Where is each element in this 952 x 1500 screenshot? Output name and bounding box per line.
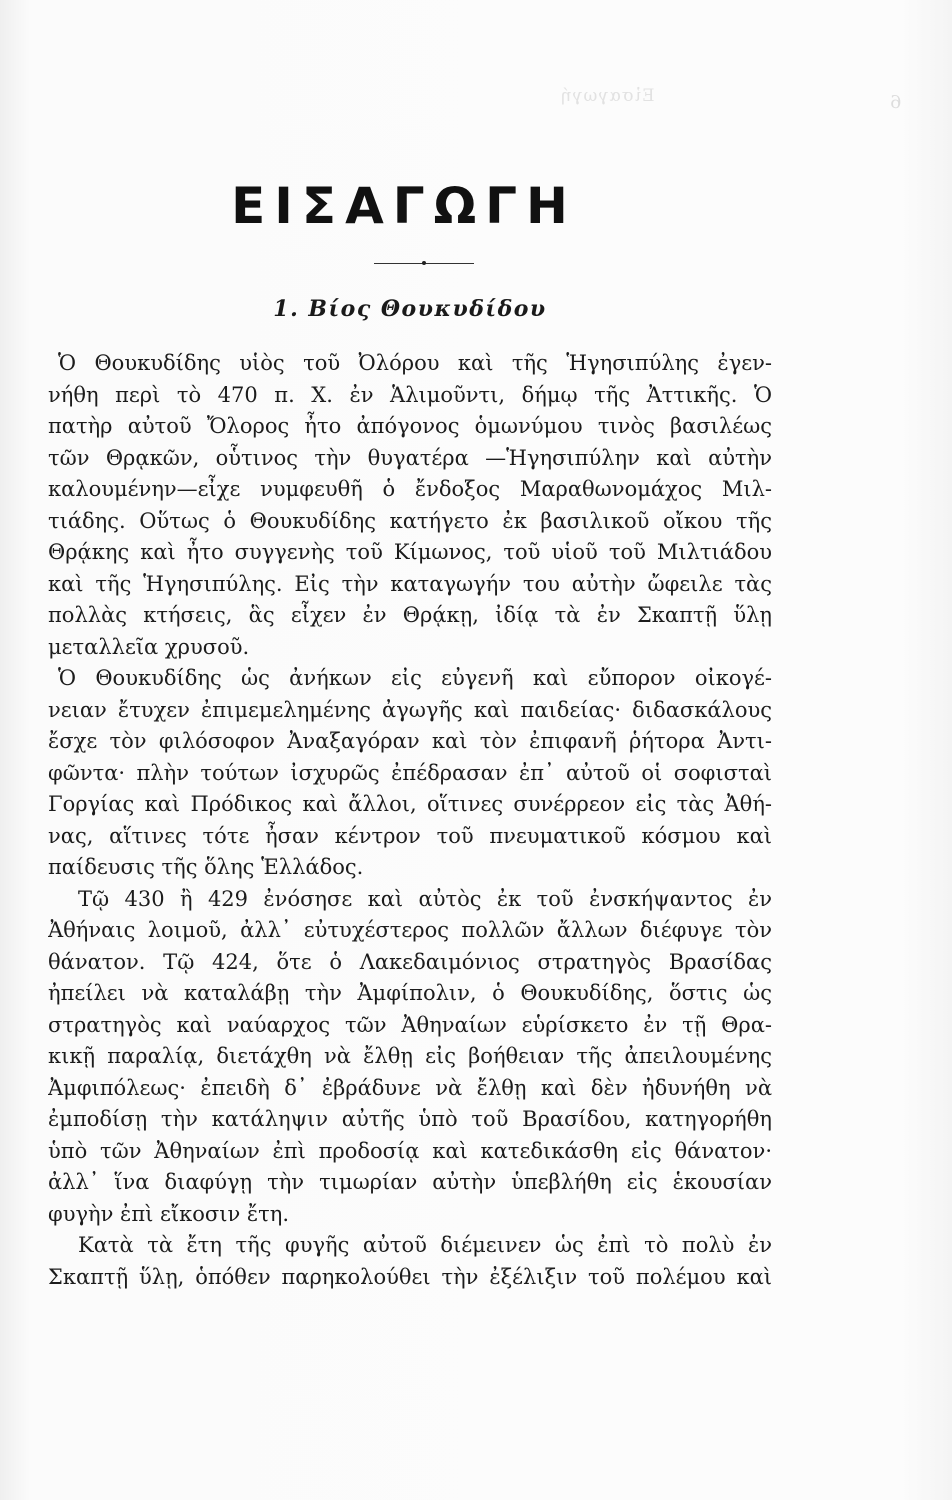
text-line: Ὁ Θουκυδίδης ὡς ἀνήκων εἰς εὐγενῆ καὶ εὔπορον οἰκογέ- (58, 666, 772, 690)
text-line: Θρᾴκης καὶ ἦτο συγγενὴς τοῦ Κίμωνος, τοῦ υἱοῦ τοῦ Μιλτιάδου (48, 540, 772, 564)
text-line: Τῷ 430 ἢ 429 ἐνόσησε καὶ αὐτὸς ἐκ τοῦ ἐνσκήψαντος ἐν (78, 886, 772, 911)
bleed-through-page-number: 6 (890, 92, 902, 113)
text-line: ἐμποδίσῃ τὴν κατάληψιν αὐτῆς ὑπὸ τοῦ Βρασίδου, κατηγορήθη (48, 1107, 772, 1131)
text-line: πολλὰς κτήσεις, ἃς εἶχεν ἐν Θρᾴκῃ, ἰδίᾳ τὰ ἐν Σκαπτῇ ὕλῃ (48, 603, 772, 627)
text-line: Σκαπτῇ ὕλῃ, ὁπόθεν παρηκολούθει τὴν ἐξέλιξιν τοῦ πολέμου καὶ (48, 1264, 772, 1289)
text-line: Γοργίας καὶ Πρόδικος καὶ ἄλλοι, οἵτινες συνέρρεον εἰς τὰς Ἀθή- (48, 792, 772, 816)
text-line: κικῇ παραλίᾳ, διετάχθη νὰ ἔλθῃ εἰς βοήθειαν τῆς ἀπειλουμένης (48, 1044, 772, 1068)
section-title: 1. Βίος Θουκυδίδου (273, 296, 547, 322)
text-line: Ἀθήναις λοιμοῦ, ἀλλ᾽ εὐτυχέστερος πολλῶν ἄλλων διέφυγε τὸν (48, 918, 772, 942)
ornament-divider (374, 262, 474, 266)
text-line: φῶντα· πλὴν τούτων ἰσχυρῶς ἐπέδρασαν ἐπ᾽ αὐτοῦ οἱ σοφισταὶ (48, 760, 772, 785)
body-text (48, 348, 772, 1293)
text-line: παίδευσις τῆς ὅλης Ἑλλάδος. (48, 855, 364, 879)
text-line: φυγὴν ἐπὶ εἴκοσιν ἔτη. (48, 1201, 290, 1226)
text-line: Ὁ Θουκυδίδης υἱὸς τοῦ Ὀλόρου καὶ τῆς Ἡγησιπύλης ἐγεν- (58, 351, 772, 375)
text-line: νήθη περὶ τὸ 470 π. Χ. ἐν Ἁλιμοῦντι, δήμῳ τῆς Ἀττικῆς. Ὁ (48, 382, 772, 407)
text-line: μεταλλεῖα χρυσοῦ. (48, 634, 250, 659)
chapter-heading: ΕΙΣΑΓΩΓΗ (231, 177, 577, 235)
text-line: στρατηγὸς καὶ ναύαρχος τῶν Ἀθηναίων εὑρίσκετο ἐν τῇ Θρα- (48, 1012, 772, 1037)
text-line: ἔσχε τὸν φιλόσοφον Ἀναξαγόραν καὶ τὸν ἐπιφανῆ ῥήτορα Ἀντι- (48, 729, 772, 753)
bleed-through-header: Εἰσαγωγή (560, 86, 655, 106)
text-line: ὑπὸ τῶν Ἀθηναίων ἐπὶ προδοσίᾳ καὶ κατεδικάσθη εἰς θάνατον· (48, 1138, 772, 1163)
text-line: Ἀμφιπόλεως· ἐπειδὴ δ᾽ ἐβράδυνε νὰ ἔλθῃ καὶ δὲν ἠδυνήθη νὰ (48, 1075, 772, 1100)
text-line: πατὴρ αὐτοῦ Ὄλορος ἦτο ἀπόγονος ὁμωνύμου τινὸς βασιλέως (48, 414, 772, 438)
text-line: νας, αἵτινες τότε ἦσαν κέντρον τοῦ πνευματικοῦ κόσμου καὶ (48, 823, 772, 848)
text-line: ἀλλ᾽ ἵνα διαφύγῃ τὴν τιμωρίαν αὐτὴν ὑπεβλήθη εἰς ἑκουσίαν (48, 1170, 772, 1194)
text-line: νειαν ἔτυχεν ἐπιμεμελημένης ἀγωγῆς καὶ παιδείας· διδασκάλους (48, 697, 772, 722)
text-line: καλουμένην—εἶχε νυμφευθῆ ὁ ἔνδοξος Μαραθωνομάχος Μιλ- (48, 477, 772, 501)
text-line: καὶ τῆς Ἡγησιπύλης. Εἰς τὴν καταγωγήν του αὐτὴν ὤφειλε τὰς (48, 571, 772, 596)
text-line: θάνατον. Τῷ 424, ὅτε ὁ Λακεδαιμόνιος στρατηγὸς Βρασίδας (48, 949, 772, 974)
text-line: τιάδης. Οὕτως ὁ Θουκυδίδης κατήγετο ἐκ βασιλικοῦ οἴκου τῆς (48, 508, 772, 533)
text-line: Κατὰ τὰ ἔτη τῆς φυγῆς αὐτοῦ διέμεινεν ὡς ἐπὶ τὸ πολὺ ἐν (78, 1233, 772, 1257)
text-line: ἠπείλει νὰ καταλάβῃ τὴν Ἀμφίπολιν, ὁ Θουκυδίδης, ὅστις ὡς (48, 981, 772, 1005)
text-line: τῶν Θρᾳκῶν, οὗτινος τὴν θυγατέρα —Ἡγησιπύλην καὶ αὐτὴν (48, 445, 772, 470)
